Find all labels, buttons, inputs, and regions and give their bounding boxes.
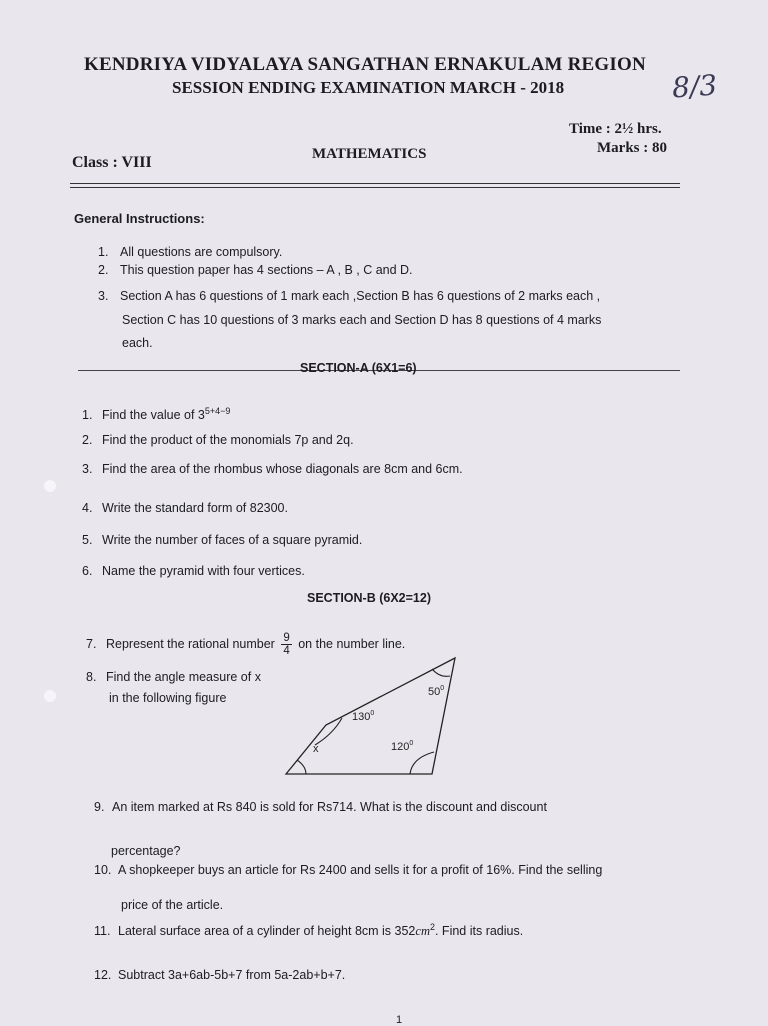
angle-label-120: $120^0$ [391, 740, 414, 753]
angle-label-130: $130^0$ [352, 710, 375, 723]
section-a-title: SECTION-A (6X1=6) [300, 361, 417, 375]
instruction-3-line3: each. [122, 336, 153, 350]
fraction: $\frac{9}{4}$ [283, 632, 290, 657]
instruction-2: 2. This question paper has 4 sections – A , B , C and D. [98, 263, 413, 277]
question-8-line2: in the following figure [109, 691, 227, 705]
max-marks: Marks : 80 [597, 140, 667, 156]
angle-arc-bottom-right [410, 752, 434, 774]
time-allowed: Time : 2½ hrs. [569, 121, 662, 137]
quadrilateral-figure [282, 652, 472, 782]
question-10-line2: price of the article. [121, 898, 224, 912]
question-9-line2: percentage? [111, 844, 181, 858]
header-divider [70, 183, 680, 184]
angle-arc-bottom-left [297, 760, 306, 774]
section-b-title: SECTION-B (6X2=12) [307, 591, 431, 605]
header-divider-second [70, 187, 680, 188]
question-10: 10. A shopkeeper buys an article for Rs 2400 and sells it for a profit of 16%. Find the selling [94, 863, 603, 877]
instruction-3-line2: Section C has 10 questions of 3 marks each and Section D has 8 questions of 4 marks [122, 313, 602, 327]
punch-hole-bottom [44, 690, 56, 702]
question-12: 12. Subtract 3a+6ab-5b+7 from 5a-2ab+b+7. [94, 968, 346, 982]
question-11: 11. Lateral surface area of a cylinder of height 8cm is $352cm^2$. Find its radius. [94, 922, 524, 939]
question-1: 1. Find the value of $3^{5+4-9}$ [82, 406, 231, 423]
handwritten-page-mark: 8/3 [670, 68, 719, 105]
subject-title: MATHEMATICS [312, 146, 427, 162]
question-9: 9. An item marked at Rs 840 is sold for Rs714. What is the discount and discount [94, 800, 547, 814]
page-number: 1 [396, 1014, 403, 1026]
question-4: 4. Write the standard form of 82300. [82, 501, 288, 515]
class-label: Class : VIII [72, 154, 152, 171]
instructions-title: General Instructions: [74, 211, 205, 226]
question-8: 8. Find the angle measure of x [86, 670, 261, 684]
question-7: 7. Represent the rational number $\frac{9}{4}$ on the number line. [86, 632, 406, 657]
angle-label-50: $50^0$ [428, 685, 445, 698]
angle-arc-left [315, 718, 342, 745]
question-6: 6. Name the pyramid with four vertices. [82, 564, 305, 578]
angle-label-x: x [313, 743, 319, 755]
angle-arc-top-right [432, 669, 450, 676]
school-name: KENDRIYA VIDYALAYA SANGATHAN ERNAKULAM REGION [84, 54, 646, 75]
question-2: 2. Find the product of the monomials 7p and 2q. [82, 433, 354, 447]
question-5: 5. Write the number of faces of a square pyramid. [82, 533, 363, 547]
punch-hole-top [44, 480, 56, 492]
exam-title: SESSION ENDING EXAMINATION MARCH - 2018 [172, 78, 565, 97]
instruction-1: 1. All questions are compulsory. [98, 245, 283, 259]
instruction-3: 3. Section A has 6 questions of 1 mark each ,Section B has 6 questions of 2 marks each , [98, 289, 601, 303]
question-3: 3. Find the area of the rhombus whose diagonals are 8cm and 6cm. [82, 462, 463, 476]
